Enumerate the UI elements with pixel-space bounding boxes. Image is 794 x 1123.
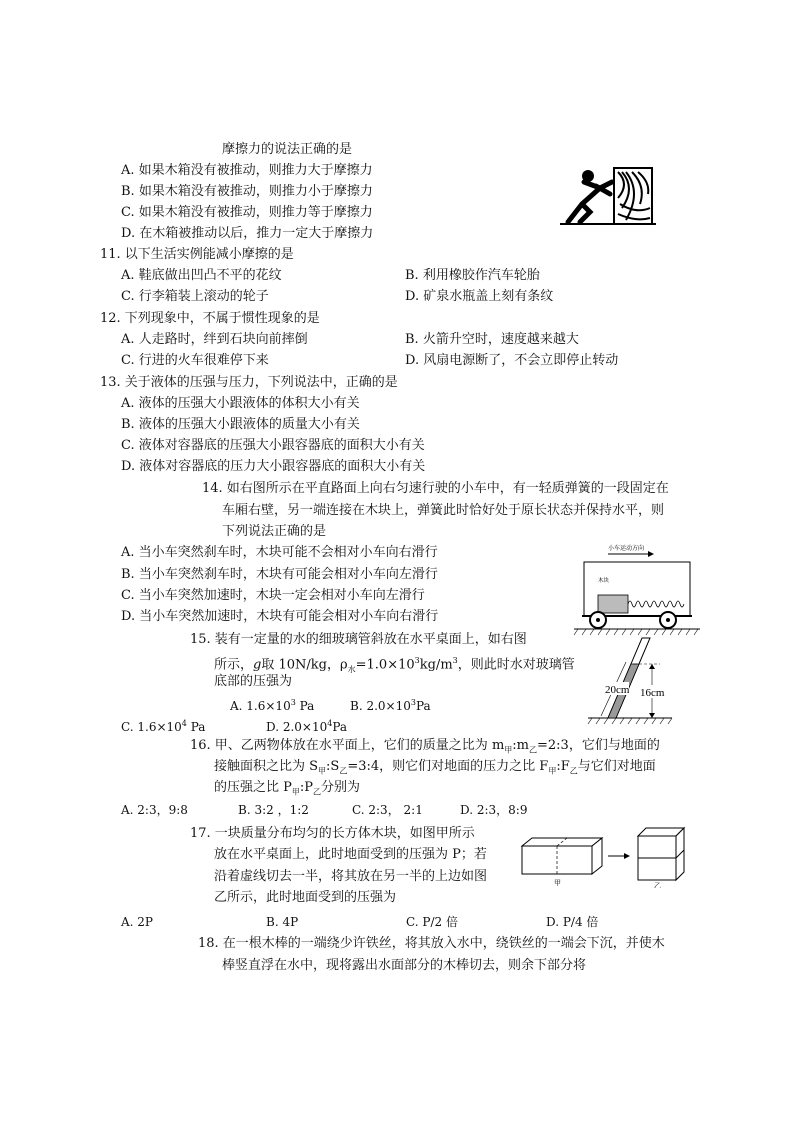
- q11-option-d: D. 矿泉水瓶盖上刻有条纹: [405, 289, 554, 304]
- q16-l3-a: 的压强之比 P: [214, 780, 292, 795]
- q16-l1-c: =2:3，它们与地面的: [537, 738, 660, 753]
- q15-exp-2: 3: [452, 656, 458, 665]
- q10-pushing-box-figure: [560, 164, 656, 228]
- q14-option-a: A. 当小车突然刹车时，木块可能不会相对小车向右滑行: [121, 545, 438, 560]
- q16-option-b: B. 3:2 ，1:2: [238, 803, 309, 817]
- q15-line3: 底部的压强为: [214, 674, 293, 689]
- q13-stem: 13. 关于液体的压强与压力，下列说法中，正确的是: [100, 375, 398, 390]
- q15-option-d-pre: D. 2.0×10: [266, 720, 328, 734]
- q15-option-a-post: Pa: [295, 699, 315, 713]
- q15-line2-part-d: kg/m: [419, 657, 453, 673]
- q10-option-d: D. 在木箱被推动以后，推力一定大于摩擦力: [121, 226, 374, 241]
- q18-line2: 棒竖直浮在水中，现将露出水面部分的木棒切去，则余下部分将: [222, 958, 587, 973]
- q15-option-d: [266, 715, 347, 736]
- q15-line2-part-a: 所示，: [214, 657, 254, 673]
- q16-l2-d: :F: [556, 759, 570, 774]
- q16-l2-b: :S: [326, 759, 340, 774]
- q15-g-symbol: g: [253, 657, 262, 673]
- q14-direction-label: 小车运动方向: [608, 545, 645, 552]
- q16-line1: [190, 737, 660, 760]
- q17-option-b: B. 4P: [266, 915, 299, 929]
- q15-option-a-exp: 3: [290, 698, 296, 707]
- q14-stem-line3: 下列说法正确的是: [222, 524, 327, 539]
- q16-l2-a: 接触面积之比为 S: [214, 759, 319, 774]
- q10-stem-tail: 摩擦力的说法正确的是: [222, 142, 353, 157]
- q15-option-c-exp: 4: [181, 719, 187, 728]
- q15-option-d-post: Pa: [332, 720, 348, 734]
- q14-stem-line2: 车厢右壁，另一端连接在木块上，弹簧此时恰好处于原长状态并保持水平，则: [222, 503, 665, 518]
- q12-stem: 12. 下列现象中，不属于惯性现象的是: [100, 311, 320, 326]
- q16-l2-sub-jia: 甲: [318, 766, 327, 776]
- q12-option-b: B. 火箭升空时，速度越来越大: [405, 332, 579, 347]
- q13-option-a: A. 液体的压强大小跟液体的体积大小有关: [121, 396, 360, 411]
- q10-option-c: C. 如果木箱没有被推动，则推力等于摩擦力: [121, 205, 373, 220]
- q12-option-a: A. 人走路时，绊到石块向前摔倒: [121, 332, 308, 347]
- q13-option-d: D. 液体对容器底的压力大小跟容器底的面积大小有关: [121, 459, 426, 474]
- q16-l3-b: :P: [299, 780, 314, 795]
- q16-l2-c: =3:4，则它们对地面的压力之比 F: [347, 759, 549, 774]
- q15-line2-part-b: 取 10N/kg，ρ: [261, 657, 348, 673]
- q15-line2-part-c: =1.0×10: [355, 657, 415, 673]
- q15-option-b-exp: 3: [410, 698, 416, 707]
- q15-water-subscript: 水: [347, 664, 356, 674]
- q15-option-a-pre: A. 1.6×10: [230, 699, 291, 713]
- q13-option-b: B. 液体的压强大小跟液体的质量大小有关: [121, 417, 360, 432]
- q15-line2-part-e: ，则此时水对玻璃管: [457, 657, 575, 673]
- q12-option-d: D. 风扇电源断了，不会立即停止转动: [405, 353, 619, 368]
- q16-l3-sub-yi: 乙: [313, 787, 322, 797]
- q16-option-c: C. 2:3， 2:1: [352, 803, 423, 817]
- q16-l1-a: 16. 甲、乙两物体放在水平面上，它们的质量之比为 m: [190, 738, 505, 753]
- q17-label-jia: 甲: [554, 879, 561, 887]
- q11-option-a: A. 鞋底做出凹凸不平的花纹: [121, 268, 282, 283]
- q14-option-b: B. 当小车突然刹车时，木块有可能会相对小车向左滑行: [121, 567, 438, 582]
- q16-l1-sub-jia: 甲: [504, 745, 513, 755]
- q17-line3: 沿着虚线切去一半，将其放在另一半的上边如图: [214, 869, 488, 884]
- q15-option-d-exp: 4: [327, 719, 333, 728]
- q13-option-c: C. 液体对容器底的压强大小跟容器底的面积大小有关: [121, 438, 425, 453]
- q16-l3-sub-jia: 甲: [291, 787, 300, 797]
- q15-exp-1: 3: [414, 656, 420, 665]
- q14-cart-spring-figure: [572, 540, 702, 636]
- q16-line2: [214, 758, 656, 781]
- q10-option-a: A. 如果木箱没有被推动，则推力大于摩擦力: [121, 163, 373, 178]
- q15-option-c-post: Pa: [186, 720, 206, 734]
- q11-option-b: B. 利用橡胶作汽车轮胎: [405, 268, 540, 283]
- q15-option-b-pre: B. 2.0×10: [350, 699, 411, 713]
- q16-l2-sub-yi: 乙: [339, 766, 348, 776]
- q15-option-a: [230, 694, 314, 715]
- q16-l1-b: :m: [512, 738, 529, 753]
- q16-l2-e: 与它们对地面: [577, 759, 656, 774]
- q17-line4: 乙所示，此时地面受到的压强为: [214, 890, 397, 905]
- q16-option-d: D. 2:3，8:9: [460, 803, 528, 817]
- q17-block-figure: [518, 822, 690, 888]
- q15-option-c-pre: C. 1.6×10: [121, 720, 182, 734]
- q11-stem: 11. 以下生活实例能减小摩擦的是: [100, 247, 294, 262]
- q18-line1: 18. 在一根木棒的一端绕少许铁丝，将其放入水中，绕铁丝的一端会下沉，并使木: [198, 936, 665, 951]
- q15-tilted-tube-figure: [586, 632, 676, 726]
- q10-option-b: B. 如果木箱没有被推动，则推力小于摩擦力: [121, 184, 373, 199]
- q14-stem-line1: 14. 如右图所示在平直路面上向右匀速行驶的小车中，有一轻质弹簧的一段固定在: [202, 481, 669, 496]
- q17-line1: 17. 一块质量分布均匀的长方体木块，如图甲所示: [190, 826, 475, 841]
- q15-label-16cm: 16cm: [640, 687, 665, 699]
- q16-l2-sub-jia-2: 甲: [548, 766, 557, 776]
- q14-block-label: 木块: [598, 578, 610, 584]
- q17-option-a: A. 2P: [121, 915, 154, 929]
- q16-l3-c: 分别为: [321, 780, 361, 795]
- q17-label-yi: 乙: [654, 882, 661, 888]
- q11-option-c: C. 行李箱装上滚动的轮子: [121, 289, 269, 304]
- q16-l2-sub-yi-2: 乙: [569, 766, 578, 776]
- q15-option-b: [350, 694, 431, 715]
- q16-line3: [214, 779, 360, 802]
- q16-l1-sub-yi: 乙: [529, 745, 537, 755]
- q15-label-20cm: 20cm: [605, 684, 630, 696]
- q14-option-d: D. 当小车突然加速时，木块有可能会相对小车向右滑行: [121, 609, 439, 624]
- q14-option-c: C. 当小车突然加速时，木块一定会相对小车向左滑行: [121, 588, 425, 603]
- q15-option-b-post: Pa: [415, 699, 431, 713]
- q15-line1: 15. 装有一定量的水的细玻璃管斜放在水平桌面上，如右图: [190, 632, 527, 647]
- q17-option-c: C. P/2 倍: [406, 915, 458, 929]
- q16-option-a: A. 2:3，9:8: [121, 803, 188, 817]
- q17-line2: 放在水平桌面上，此时地面受到的压强为 P；若: [214, 847, 487, 862]
- q12-option-c: C. 行进的火车很难停下来: [121, 353, 269, 368]
- q15-option-c: [121, 715, 205, 736]
- q17-option-d: D. P/4 倍: [546, 915, 599, 929]
